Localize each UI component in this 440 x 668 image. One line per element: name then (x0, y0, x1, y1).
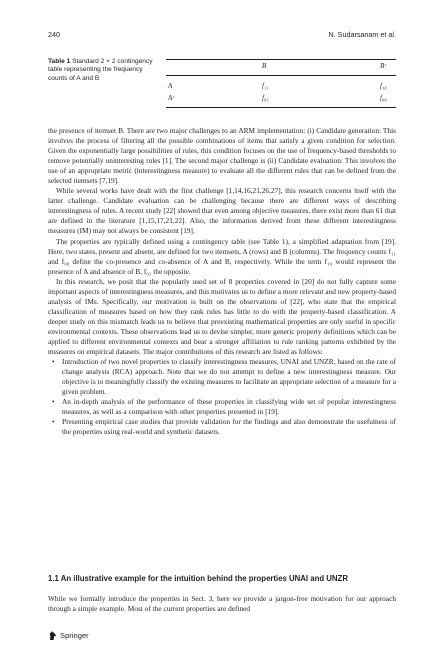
contribution-item: • Presenting empirical case studies that provide validation for the findings and also demonstrate the usefulness of the properties using real-world and synthetic datasets. (48, 417, 396, 437)
contribution-list (48, 357, 396, 437)
paragraph-1: the presence of itemset B. There are two major challenges to an ARM implementation: (i) Candidate generation: This involves the process of filtering all the possible combinations of items that satisfy a given condition for selection. Given the exponentially large possibilities of rules, this condition focuses on the use of frequency-based thresholds to remove potentially uninteresting rules [1]. The second major challenge is (ii) Candidate evaluation: This involves the use of an appropriate metric (interestingness measure) to evaluate all the different rules that can be defined from the selected itemsets [7,19]. (48, 126, 396, 186)
col-header-b: B (262, 62, 267, 70)
table-top-rule (166, 59, 396, 60)
cell-f11: f₁₁ (262, 82, 269, 90)
contribution-item: • Introduction of two novel properties to classify interestingness measures, UNAI and UNZR, based on the rate of change analysis (RCA) approach. Note that we do not attempt to define a new interestingness measure. Our objective is to meaningfully classify the existing measures to facilitate an appropriate selection of a measure for a given problem. (48, 357, 396, 397)
cell-f10: f₁₀ (380, 82, 387, 90)
section-number: 1.1 (48, 574, 59, 583)
table-caption (48, 58, 160, 83)
table-caption-label: Table 1 (48, 58, 71, 65)
running-author: N. Sudarsanam et al. (328, 30, 396, 39)
contribution-item: • An in-depth analysis of the performance of these properties in classifying wide set of popular interestingness measures, as well as a comparison with other properties presented in [19]. (48, 397, 396, 417)
paragraph-2: While several works have dealt with the first challenge [1,14,16,21,26,27], this research concerns itself with the latter challenge. Candidate evaluation can be challenging because there are different ways of describing interestingness of rules. A recent study [22] showed that even among objective measures, there exist more than 61 that are defined in the literature [1,15,17,21,22]. Also, the information derived from these different interestingness measures (IM) may not always be consistent [19]. (48, 186, 396, 236)
cell-f01: f₀₁ (262, 94, 269, 102)
publisher-footer (48, 630, 89, 641)
page-number: 240 (48, 30, 60, 39)
springer-horse-icon (48, 630, 57, 641)
paragraph-5: While we formally introduce the properties in Sect. 3, here we provide a jargon-free motivation for our approach through a simple example. Most of the current properties are defined (48, 594, 396, 614)
col-header-b-complement: Bᶜ (380, 62, 387, 70)
table-mid-rule (166, 75, 396, 76)
row-label-a: A (168, 82, 173, 90)
body-text-upper (48, 126, 396, 437)
cell-f00: f₀₀ (380, 94, 387, 102)
publisher-name: Springer (60, 631, 89, 640)
section-heading (48, 574, 408, 583)
table-bottom-rule (166, 107, 396, 108)
section-title: An illustrative example for the intuition behind the properties UNAI and UNZR (60, 574, 348, 583)
paragraph-3: The properties are typically defined using a contingency table (see Table 1), a simplified adaptation from [19]. Here, two states, present and absent, are defined for two itemsets, A (rows) and B (columns). The frequency counts f₁₁ and f₀₀ define the co-presence and co-absence of A and B, respectively. While the term f₁₀ would represent the presence of A and absence of B, f₀₁ the opposite. (48, 236, 396, 276)
body-text-lower (48, 594, 396, 614)
table-caption-text: Standard 2 × 2 contingency table representing the frequency counts of A and B (48, 58, 153, 82)
row-label-a-complement: Aᶜ (168, 94, 175, 102)
paragraph-4: In this research, we posit that the popularly used set of 8 properties covered in [20] do not fully capture some important aspects of interestingness measures, and this motivates us to define a more relevant and new property-based analysis of IMs. Specifically, our motivation is built on the observations of [22], who state that the empirical classification of measures based on how they rank rules has little to do with the property-based classification. A deeper study on this mismatch leads us to believe that preexisting mathematical properties are only useful in specific environmental contexts. These observations lead us to devise simpler, more generic property definitions which can be applied to different environmental contexts and bear a stronger affiliation to rule ranking patterns exhibited by the measures on empirical datasets. The major contributions of this research are listed as follows: (48, 276, 396, 357)
